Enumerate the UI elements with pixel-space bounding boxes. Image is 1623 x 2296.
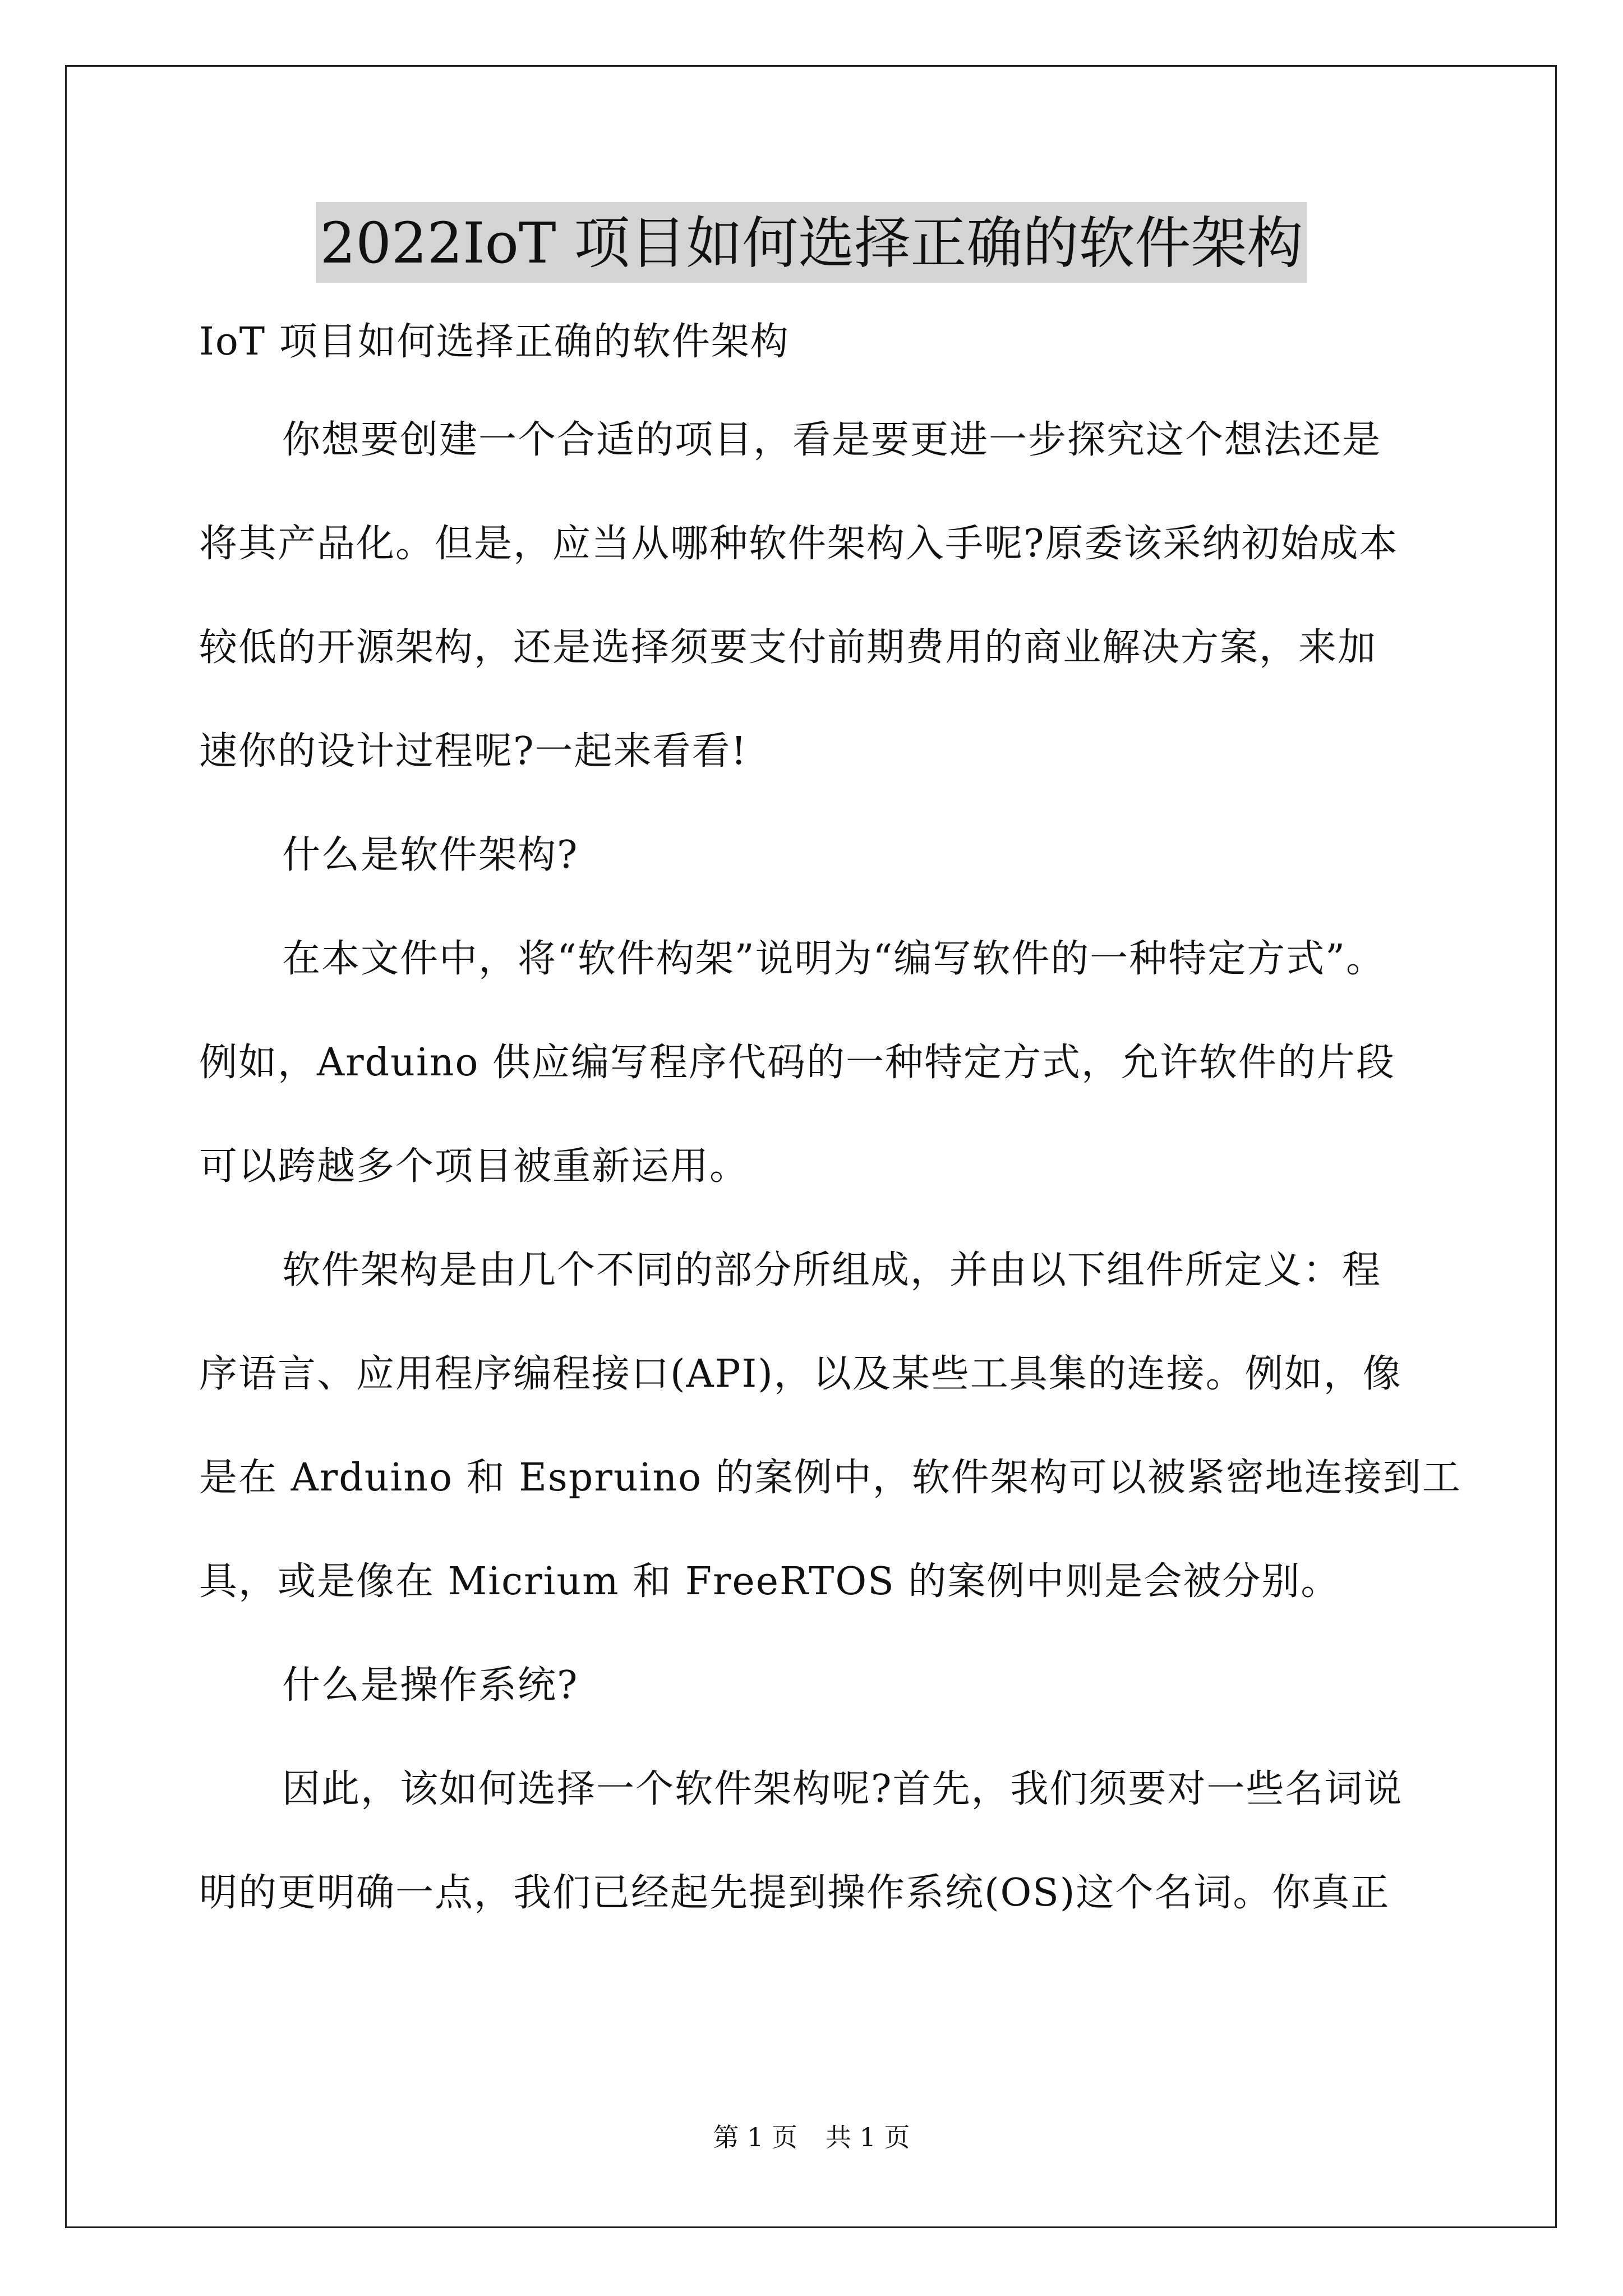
page-footer <box>0 2120 1623 2154</box>
paragraph-line: 因此，该如何选择一个软件架构呢?首先，我们须要对一些名词说 <box>282 1767 1403 1811</box>
paragraph-line: 可以跨越多个项目被重新运用。 <box>199 1144 749 1189</box>
paragraph-line: 是在 Arduino 和 Espruino 的案例中，软件架构可以被紧密地连接到工 <box>199 1456 1461 1500</box>
paragraph-line: 明的更明确一点，我们已经起先提到操作系统(OS)这个名词。你真正 <box>199 1871 1390 1915</box>
title-container <box>0 202 1623 283</box>
section-heading: 什么是软件架构? <box>282 833 579 877</box>
paragraph-line: 较低的开源架构，还是选择须要支付前期费用的商业解决方案，来加 <box>199 625 1377 670</box>
paragraph-line: 你想要创建一个合适的项目，看是要更进一步探究这个想法还是 <box>282 418 1382 462</box>
paragraph-line: 在本文件中，将“软件构架”说明为“编写软件的一种特定方式”。 <box>282 937 1386 981</box>
paragraph-line: 将其产品化。但是，应当从哪种软件架构入手呢?原委该采纳初始成本 <box>199 522 1399 566</box>
paragraph-line: 序语言、应用程序编程接口(API)，以及某些工具集的连接。例如，像 <box>199 1352 1402 1396</box>
paragraph-line: 软件架构是由几个不同的部分所组成，并由以下组件所定义：程 <box>282 1248 1382 1292</box>
page-total: 共 1 页 <box>826 2122 910 2152</box>
document-title: 2022IoT 项目如何选择正确的软件架构 <box>316 202 1308 283</box>
paragraph-line: 速你的设计过程呢?一起来看看! <box>199 729 748 774</box>
section-heading: 什么是操作系统? <box>282 1663 579 1708</box>
subtitle-line: IoT 项目如何选择正确的软件架构 <box>199 320 790 364</box>
paragraph-line: 例如，Arduino 供应编写程序代码的一种特定方式，允许软件的片段 <box>199 1041 1396 1085</box>
paragraph-line: 具，或是像在 Micrium 和 FreeRTOS 的案例中则是会被分别。 <box>199 1559 1340 1604</box>
page-number: 第 1 页 <box>713 2122 797 2152</box>
